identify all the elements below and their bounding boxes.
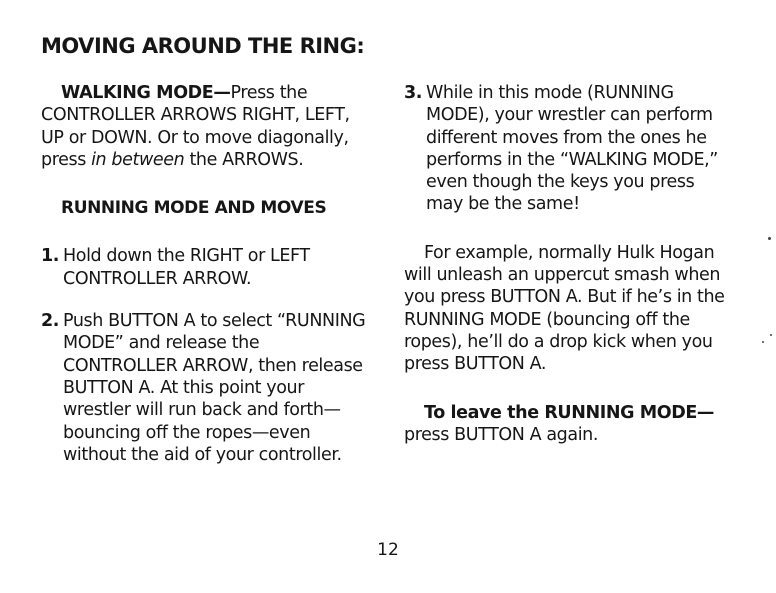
step-3 (404, 82, 734, 216)
running-mode-heading: RUNNING MODE AND MOVES (61, 198, 327, 219)
walking-mode-paragraph (41, 82, 371, 171)
leave-running-label: To leave the RUNNING MODE— (424, 402, 715, 423)
page-title: MOVING AROUND THE RING: (41, 34, 365, 58)
example-paragraph: For example, normally Hulk Hogan will unleash an uppercut smash when you press BUTTON A. But if he’s in the RUNNING MODE (bouncing off the ropes), he’ll do a drop kick when you press BUTTON A. (404, 242, 725, 375)
print-speck (762, 341, 764, 343)
step-number: 3. (404, 83, 423, 103)
right-column (404, 82, 734, 446)
step-1 (41, 245, 371, 290)
step-number: 2. (41, 311, 60, 332)
leave-running-text: press BUTTON A again. (404, 424, 599, 445)
step-2 (41, 310, 371, 466)
step-text: Hold down the RIGHT or LEFT CONTROLLER ARROW. (63, 246, 310, 289)
walking-mode-label: WALKING MODE— (61, 83, 231, 103)
walking-mode-text-end: the ARROWS. (184, 149, 304, 170)
left-column (41, 82, 371, 466)
walking-mode-emphasis: in between (91, 149, 185, 170)
leave-running-paragraph (404, 402, 734, 447)
step-number: 1. (41, 246, 60, 267)
print-speck (768, 237, 771, 240)
walking-mode-text: Press the CONTROLLER ARROWS RIGHT, LEFT, UP or DOWN. Or to move diagonally, press (41, 83, 350, 170)
print-speck (770, 334, 772, 336)
step-text: While in this mode (RUNNING MODE), your wrestler can perform different moves from the ones he performs in the “WALKING MODE,” even though the keys you press may be the same! (426, 83, 718, 215)
step-text: Push BUTTON A to select “RUNNING MODE” and release the CONTROLLER ARROW, then release BUTTON A. At this point your wrestler will run back and forth—bouncing off the ropes—even without the aid of your controller. (63, 311, 366, 465)
page-number: 12 (377, 540, 399, 560)
